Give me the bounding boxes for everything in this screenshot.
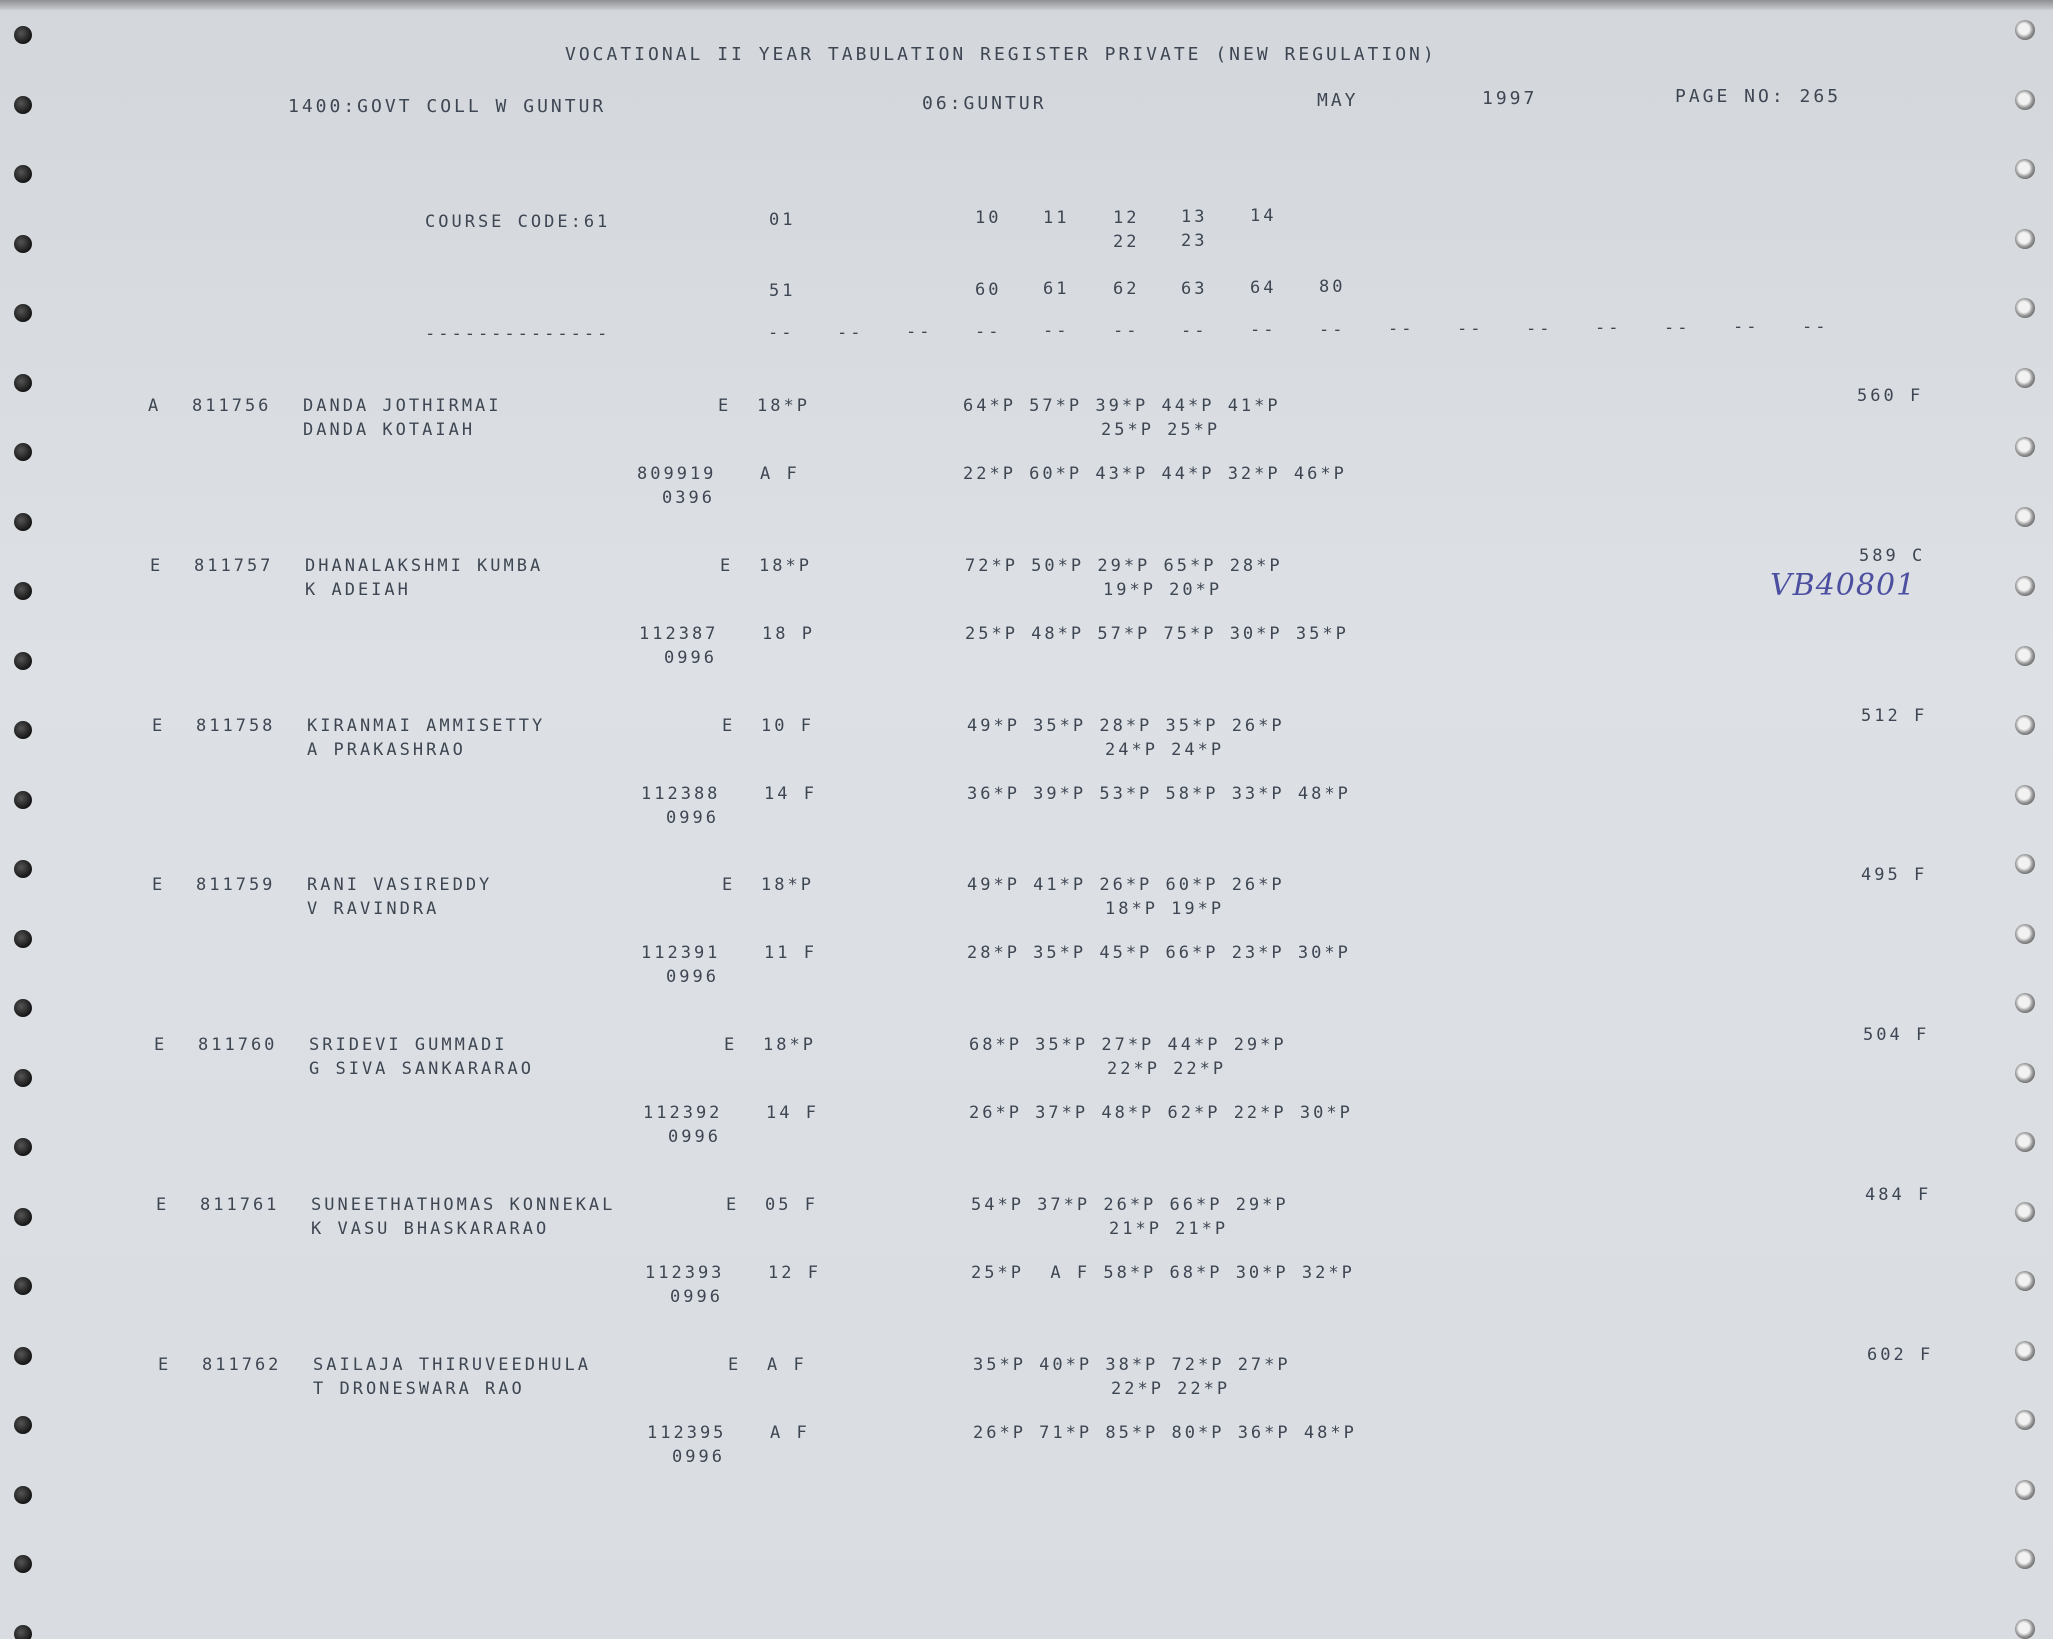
feed-hole bbox=[14, 1486, 32, 1504]
record-marks-row1: 68*P 35*P 27*P 44*P 29*P bbox=[969, 1035, 1287, 1055]
student-name: DANDA JOTHIRMAI bbox=[303, 396, 502, 416]
feed-hole bbox=[14, 930, 32, 948]
record-marks-row1: 49*P 35*P 28*P 35*P 26*P bbox=[967, 716, 1285, 736]
college-code: 1400:GOVT COLL W GUNTUR bbox=[288, 96, 607, 117]
feed-hole bbox=[2015, 229, 2035, 249]
feed-hole bbox=[14, 1555, 32, 1573]
record-subject-mark: 05 F bbox=[765, 1195, 818, 1215]
feed-hole bbox=[14, 374, 32, 392]
previous-ref-number: 112393 bbox=[645, 1263, 725, 1283]
feed-hole bbox=[14, 1138, 32, 1156]
previous-ref-month: 0996 bbox=[670, 1287, 723, 1307]
record-total: 495 F bbox=[1861, 865, 1928, 885]
feed-hole bbox=[14, 26, 32, 44]
feed-hole bbox=[14, 304, 32, 322]
previous-ref-number: 809919 bbox=[637, 464, 717, 484]
course-row2-col: 80 bbox=[1319, 277, 1346, 297]
column-dash: -- bbox=[1457, 319, 1484, 339]
previous-result: 11 F bbox=[764, 943, 817, 963]
feed-hole bbox=[2015, 20, 2035, 40]
parent-name: T DRONESWARA RAO bbox=[313, 1379, 525, 1399]
feed-hole bbox=[2015, 298, 2035, 318]
record-marks-row1b: 24*P 24*P bbox=[1105, 740, 1225, 760]
record-stream: E bbox=[718, 396, 732, 416]
previous-ref-number: 112395 bbox=[647, 1423, 727, 1443]
course-row1-sub: 23 bbox=[1181, 231, 1208, 251]
feed-hole bbox=[2015, 854, 2035, 874]
feed-hole bbox=[2015, 90, 2035, 110]
feed-hole bbox=[2015, 1480, 2035, 1500]
previous-ref-number: 112387 bbox=[639, 624, 719, 644]
feed-hole bbox=[14, 860, 32, 878]
record-category: A bbox=[148, 396, 162, 416]
record-stream: E bbox=[722, 716, 736, 736]
record-roll-number: 811762 bbox=[202, 1355, 282, 1375]
column-dash: -- bbox=[837, 323, 864, 343]
student-name: SRIDEVI GUMMADI bbox=[309, 1035, 508, 1055]
exam-year: 1997 bbox=[1482, 88, 1538, 109]
feed-hole bbox=[14, 1208, 32, 1226]
course-code-label: COURSE CODE:61 bbox=[425, 212, 611, 232]
parent-name: G SIVA SANKARARAO bbox=[309, 1059, 534, 1079]
parent-name: A PRAKASHRAO bbox=[307, 740, 466, 760]
record-category: E bbox=[156, 1195, 170, 1215]
previous-result: A F bbox=[770, 1423, 810, 1443]
feed-hole bbox=[14, 652, 32, 670]
record-roll-number: 811756 bbox=[192, 396, 272, 416]
record-subject-mark: 18*P bbox=[759, 556, 812, 576]
feed-hole bbox=[14, 791, 32, 809]
feed-hole bbox=[14, 1625, 32, 1639]
feed-hole bbox=[14, 1069, 32, 1087]
record-marks-row1: 35*P 40*P 38*P 72*P 27*P bbox=[973, 1355, 1291, 1375]
previous-ref-month: 0996 bbox=[664, 648, 717, 668]
record-marks-row2: 36*P 39*P 53*P 58*P 33*P 48*P bbox=[967, 784, 1351, 804]
tractor-feed-holes-right bbox=[1993, 0, 2053, 1639]
student-name: KIRANMAI AMMISETTY bbox=[307, 716, 546, 736]
column-dash: -- bbox=[1388, 319, 1415, 339]
parent-name: K ADEIAH bbox=[305, 580, 411, 600]
column-dash: -- bbox=[1113, 321, 1140, 341]
feed-hole bbox=[14, 721, 32, 739]
course-row1-col: 11 bbox=[1043, 208, 1070, 228]
record-roll-number: 811760 bbox=[198, 1035, 278, 1055]
parent-name: K VASU BHASKARARAO bbox=[311, 1219, 550, 1239]
feed-hole bbox=[2015, 159, 2035, 179]
record-marks-row2: 28*P 35*P 45*P 66*P 23*P 30*P bbox=[967, 943, 1351, 963]
previous-result: 12 F bbox=[768, 1263, 821, 1283]
course-row1-col: 10 bbox=[975, 208, 1002, 228]
paper-top-edge bbox=[0, 0, 2053, 10]
record-marks-row2: 25*P 48*P 57*P 75*P 30*P 35*P bbox=[965, 624, 1349, 644]
column-dash: -- bbox=[1250, 320, 1277, 340]
record-total: 560 F bbox=[1857, 386, 1924, 406]
feed-hole bbox=[14, 443, 32, 461]
student-name: RANI VASIREDDY bbox=[307, 875, 493, 895]
record-marks-row1b: 25*P 25*P bbox=[1101, 420, 1221, 440]
previous-ref-month: 0996 bbox=[668, 1127, 721, 1147]
column-dash: -- bbox=[1802, 317, 1829, 337]
record-stream: E bbox=[720, 556, 734, 576]
previous-result: 14 F bbox=[766, 1103, 819, 1123]
feed-hole bbox=[2015, 1410, 2035, 1430]
feed-hole bbox=[2015, 646, 2035, 666]
record-marks-row2: 26*P 37*P 48*P 62*P 22*P 30*P bbox=[969, 1103, 1353, 1123]
record-total: 504 F bbox=[1863, 1025, 1930, 1045]
feed-hole bbox=[2015, 1271, 2035, 1291]
register-title: VOCATIONAL II YEAR TABULATION REGISTER PRIVATE (NEW REGULATION) bbox=[565, 44, 1437, 65]
record-marks-row1b: 21*P 21*P bbox=[1109, 1219, 1229, 1239]
record-stream: E bbox=[728, 1355, 742, 1375]
column-dash: -- bbox=[1181, 321, 1208, 341]
feed-hole bbox=[14, 96, 32, 114]
student-name: DHANALAKSHMI KUMBA bbox=[305, 556, 544, 576]
previous-result: A F bbox=[760, 464, 800, 484]
record-marks-row1: 72*P 50*P 29*P 65*P 28*P bbox=[965, 556, 1283, 576]
feed-hole bbox=[2015, 785, 2035, 805]
record-roll-number: 811757 bbox=[194, 556, 274, 576]
feed-hole bbox=[14, 1347, 32, 1365]
feed-hole bbox=[2015, 507, 2035, 527]
record-subject-mark: 18*P bbox=[761, 875, 814, 895]
record-marks-row1b: 22*P 22*P bbox=[1107, 1059, 1227, 1079]
previous-ref-month: 0996 bbox=[672, 1447, 725, 1467]
feed-hole bbox=[2015, 1341, 2035, 1361]
feed-hole bbox=[2015, 437, 2035, 457]
column-dash: -- bbox=[1733, 317, 1760, 337]
column-dash: -- bbox=[768, 323, 795, 343]
column-dash: -- bbox=[1526, 319, 1553, 339]
feed-hole bbox=[2015, 368, 2035, 388]
page-number: PAGE NO: 265 bbox=[1675, 86, 1842, 107]
record-subject-mark: 10 F bbox=[761, 716, 814, 736]
feed-hole bbox=[2015, 715, 2035, 735]
parent-name: DANDA KOTAIAH bbox=[303, 420, 476, 440]
record-marks-row2: 22*P 60*P 43*P 44*P 32*P 46*P bbox=[963, 464, 1347, 484]
course-row2-col: 60 bbox=[975, 280, 1002, 300]
feed-hole bbox=[2015, 1619, 2035, 1639]
record-marks-row1b: 19*P 20*P bbox=[1103, 580, 1223, 600]
record-stream: E bbox=[724, 1035, 738, 1055]
record-subject-mark: A F bbox=[767, 1355, 807, 1375]
record-marks-row1: 49*P 41*P 26*P 60*P 26*P bbox=[967, 875, 1285, 895]
record-total: 512 F bbox=[1861, 706, 1928, 726]
previous-ref-number: 112392 bbox=[643, 1103, 723, 1123]
handwritten-annotation: VB40801 bbox=[1770, 568, 1917, 603]
course-row1-col: 01 bbox=[769, 210, 796, 230]
record-roll-number: 811761 bbox=[200, 1195, 280, 1215]
record-category: E bbox=[158, 1355, 172, 1375]
feed-hole bbox=[2015, 1132, 2035, 1152]
district-code: 06:GUNTUR bbox=[922, 93, 1047, 114]
previous-ref-month: 0996 bbox=[666, 808, 719, 828]
course-row1-col: 12 bbox=[1113, 208, 1140, 228]
record-total: 589 C bbox=[1859, 546, 1926, 566]
record-subject-mark: 18*P bbox=[763, 1035, 816, 1055]
record-stream: E bbox=[726, 1195, 740, 1215]
course-row2-col: 64 bbox=[1250, 278, 1277, 298]
feed-hole bbox=[2015, 993, 2035, 1013]
feed-hole bbox=[2015, 576, 2035, 596]
previous-ref-month: 0396 bbox=[662, 488, 715, 508]
record-stream: E bbox=[722, 875, 736, 895]
record-marks-row2: 25*P A F 58*P 68*P 30*P 32*P bbox=[971, 1263, 1355, 1283]
previous-ref-number: 112391 bbox=[641, 943, 721, 963]
feed-hole bbox=[14, 582, 32, 600]
course-row2-col: 61 bbox=[1043, 279, 1070, 299]
column-dash: -- bbox=[975, 322, 1002, 342]
record-category: E bbox=[152, 716, 166, 736]
record-marks-row1b: 22*P 22*P bbox=[1111, 1379, 1231, 1399]
course-row2-col: 62 bbox=[1113, 279, 1140, 299]
previous-ref-number: 112388 bbox=[641, 784, 721, 804]
record-category: E bbox=[154, 1035, 168, 1055]
student-name: SAILAJA THIRUVEEDHULA bbox=[313, 1355, 591, 1375]
record-marks-row1: 64*P 57*P 39*P 44*P 41*P bbox=[963, 396, 1281, 416]
separator-line: -------------- bbox=[425, 324, 611, 344]
column-dash: -- bbox=[1319, 320, 1346, 340]
feed-hole bbox=[2015, 1063, 2035, 1083]
column-dash: -- bbox=[1043, 321, 1070, 341]
record-total: 484 F bbox=[1865, 1185, 1932, 1205]
record-roll-number: 811758 bbox=[196, 716, 276, 736]
feed-hole bbox=[14, 1416, 32, 1434]
feed-hole bbox=[14, 235, 32, 253]
column-dash: -- bbox=[1664, 318, 1691, 338]
feed-hole bbox=[2015, 924, 2035, 944]
record-category: E bbox=[150, 556, 164, 576]
course-row1-sub: 22 bbox=[1113, 232, 1140, 252]
feed-hole bbox=[14, 999, 32, 1017]
feed-hole bbox=[2015, 1202, 2035, 1222]
record-marks-row2: 26*P 71*P 85*P 80*P 36*P 48*P bbox=[973, 1423, 1357, 1443]
course-row1-col: 13 bbox=[1181, 207, 1208, 227]
record-marks-row1b: 18*P 19*P bbox=[1105, 899, 1225, 919]
column-dash: -- bbox=[906, 322, 933, 342]
record-category: E bbox=[152, 875, 166, 895]
feed-hole bbox=[14, 513, 32, 531]
parent-name: V RAVINDRA bbox=[307, 899, 440, 919]
record-marks-row1: 54*P 37*P 26*P 66*P 29*P bbox=[971, 1195, 1289, 1215]
record-subject-mark: 18*P bbox=[757, 396, 810, 416]
record-roll-number: 811759 bbox=[196, 875, 276, 895]
course-row1-col: 14 bbox=[1250, 206, 1277, 226]
student-name: SUNEETHATHOMAS KONNEKAL bbox=[311, 1195, 616, 1215]
feed-hole bbox=[2015, 1549, 2035, 1569]
exam-month: MAY bbox=[1317, 90, 1359, 111]
feed-hole bbox=[14, 1277, 32, 1295]
tractor-feed-holes-left bbox=[0, 0, 60, 1639]
feed-hole bbox=[14, 165, 32, 183]
previous-ref-month: 0996 bbox=[666, 967, 719, 987]
column-dash: -- bbox=[1595, 318, 1622, 338]
previous-result: 18 P bbox=[762, 624, 815, 644]
course-row2-col: 63 bbox=[1181, 279, 1208, 299]
previous-result: 14 F bbox=[764, 784, 817, 804]
record-total: 602 F bbox=[1867, 1345, 1934, 1365]
course-row2-col: 51 bbox=[769, 281, 796, 301]
